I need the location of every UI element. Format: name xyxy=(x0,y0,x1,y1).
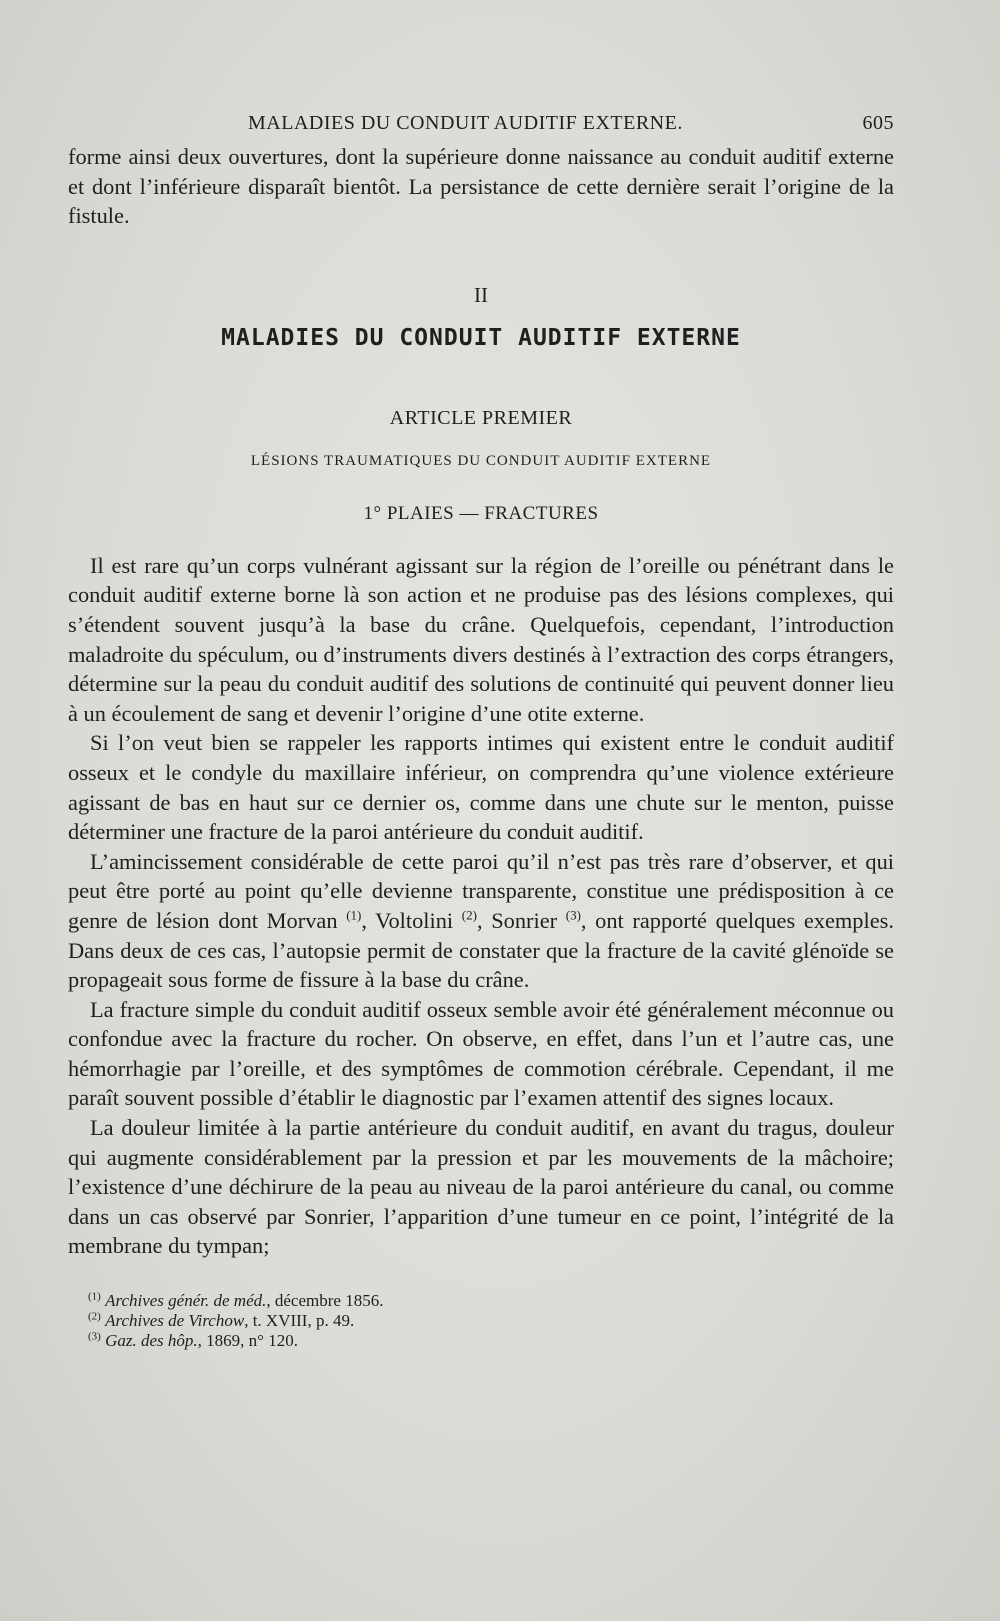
footnotes xyxy=(68,1291,894,1351)
paragraph-text: , Voltolini xyxy=(361,907,454,933)
footnote-ref: (1) xyxy=(346,907,362,923)
paragraph: Si l’on veut bien se rappeler les rapports intimes qui existent entre le conduit auditif osseux et le condyle du maxillaire inférieur, on comprendra qu’une violence extérieure agissant de bas en haut sur ce dernier os, comme dans une chute sur le menton, puisse déterminer une fracture de la paroi antérieure du conduit auditif. xyxy=(68,730,894,845)
part-number: II xyxy=(474,282,488,307)
paragraph-text: L’amincissement considérable de cette paroi qu’il n’est pas très rare d’observer, et qui peut être porté au point qu’elle devienne transparente, constitue une prédisposition à ce genre de lésion dont Morvan xyxy=(68,848,894,933)
subsection-title: 1° PLAIES — FRACTURES xyxy=(363,502,599,524)
paragraph: La douleur limitée à la partie antérieure du conduit auditif, en avant du tragus, douleur qui augmente considérablement par la pression et par les mouvements de la mâchoire; l’existence d’une déchirure de la peau au niveau de la paroi antérieure du canal, ou comme dans un cas observé par Sonrier, l’apparition d’une tumeur en ce point, l’intégrité de la membrane du tympan; xyxy=(68,1115,894,1259)
footnote xyxy=(68,1311,894,1331)
footnote-ref: (3) xyxy=(565,907,581,923)
footnote-mark: (2) xyxy=(88,1310,101,1323)
footnote-detail: , t. XVIII, p. 49. xyxy=(244,1311,355,1331)
paragraph: Il est rare qu’un corps vulnérant agissant sur la région de l’oreille ou pénétrant dans le conduit auditif externe borne là son action et ne produise pas des lésions complexes, qui s’étendent souvent jusqu’à la base du crâne. Quelquefois, cependant, l’introduction maladroite du spéculum, ou d’instruments divers destinés à l’extraction des corps étrangers, détermine sur la peau du conduit auditif des solutions de continuité qui peuvent donner lieu à un écoulement de sang et devenir l’origine d’une otite externe. xyxy=(68,552,894,726)
footnote-detail: , décembre 1856. xyxy=(266,1291,384,1311)
footnote-ref: (2) xyxy=(461,907,477,923)
text-column xyxy=(68,112,894,1351)
body-text xyxy=(68,551,894,1261)
footnote-source: Archives de Virchow xyxy=(105,1311,245,1331)
paragraph: La fracture simple du conduit auditif osseux semble avoir été généralement méconnue ou confondue avec la fracture du rocher. On observe, en effet, dans l’un et l’autre cas, une hémorrhagie par l’oreille, et des symptômes de commotion cérébrale. Cependant, il me paraît souvent possible d’établir le diagnostic par l’examen attentif des signes locaux. xyxy=(68,996,894,1111)
footnote-source: Gaz. des hôp. xyxy=(105,1331,198,1351)
footnote-detail: , 1869, n° 120. xyxy=(197,1331,298,1351)
footnote-source: Archives génér. de méd. xyxy=(105,1291,267,1311)
footnote-mark: (1) xyxy=(88,1290,101,1303)
footnote xyxy=(68,1331,894,1351)
running-head-title: MALADIES DU CONDUIT AUDITIF EXTERNE. xyxy=(248,112,683,134)
paragraph-with-references xyxy=(68,847,894,995)
paragraph-text: , Sonrier xyxy=(476,907,558,933)
footnote-mark: (3) xyxy=(88,1330,101,1343)
footnote xyxy=(68,1291,894,1311)
article-title: ARTICLE PREMIER xyxy=(389,406,573,429)
chapter-title: MALADIES DU CONDUIT AUDITIF EXTERNE xyxy=(221,324,741,351)
running-head xyxy=(68,112,894,142)
section-title: LÉSIONS TRAUMATIQUES DU CONDUIT AUDITIF EXTERNE xyxy=(250,452,712,469)
intro-paragraph: forme ainsi deux ouvertures, dont la supérieure donne naissance au conduit auditif externe et dont l’inférieure disparaît bientôt. La persistance de cette dernière serait l’origine de la fistule. xyxy=(68,144,894,229)
page-number: 605 xyxy=(862,112,894,134)
paragraph-text: , ont rapporté quelques exemples. Dans deux de ces cas, l’autopsie permit de constater que la fracture de la cavité glénoïde se propageait sous forme de fissure à la base du crâne. xyxy=(68,907,894,993)
